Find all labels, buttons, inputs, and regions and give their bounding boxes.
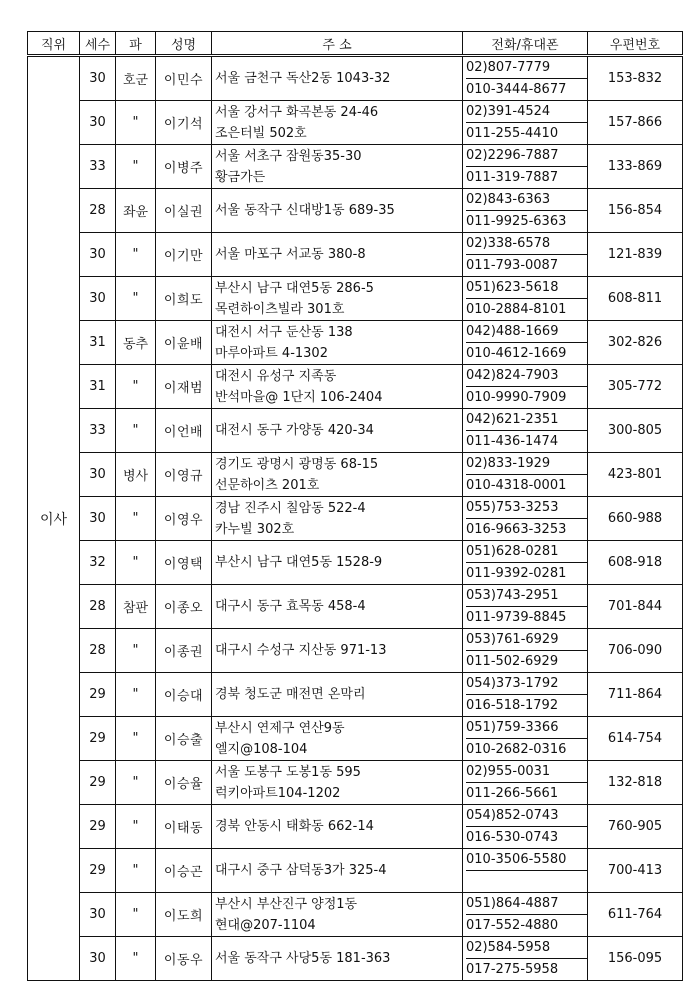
address-line-1: 서울 강서구 화곡본동 24-46 [215,104,379,120]
generation-cell: 33 [80,145,116,189]
table-row [28,409,683,453]
zip-cell: 711-864 [588,673,683,717]
phone-cell [463,849,588,893]
phone-cell [463,585,588,629]
name-cell: 이윤배 [156,321,212,365]
phone-line: 051)864-4887 [466,893,587,915]
generation-cell: 28 [80,629,116,673]
zip-cell: 305-772 [588,365,683,409]
address-line-2: 선문하이츠 201호 [215,477,320,493]
header-zip: 우편번호 [588,32,683,56]
phone-line: 055)753-3253 [466,497,587,519]
sect-cell: " [116,937,156,981]
zip-cell: 156-854 [588,189,683,233]
phone-cell [463,717,588,761]
name-cell: 이희도 [156,277,212,321]
mobile-line: 011-266-5661 [466,786,559,801]
phone-line: 054)852-0743 [466,805,587,827]
phone-cell [463,277,588,321]
name-cell: 이병주 [156,145,212,189]
address-line-1: 경남 진주시 칠암동 522-4 [215,500,366,516]
address-cell [212,761,463,805]
generation-cell: 30 [80,277,116,321]
table-row [28,849,683,893]
phone-cell [463,101,588,145]
mobile-line: 011-9739-8845 [466,610,567,625]
sect-cell: " [116,409,156,453]
table-row [28,761,683,805]
mobile-line: 011-319-7887 [466,170,559,185]
name-cell: 이영택 [156,541,212,585]
address-cell [212,365,463,409]
phone-line: 02)584-5958 [466,937,587,959]
address-line-2: 현대@207-1104 [215,917,316,933]
header-sect: 파 [116,32,156,56]
table-row [28,937,683,981]
phone-cell [463,673,588,717]
name-cell: 이종권 [156,629,212,673]
sect-cell: " [116,849,156,893]
name-cell: 이실권 [156,189,212,233]
address-cell: 대구시 중구 삼덕동3가 325-4 [212,849,463,893]
phone-line: 051)628-0281 [466,541,587,563]
sect-cell: " [116,629,156,673]
zip-cell: 423-801 [588,453,683,497]
zip-cell: 132-818 [588,761,683,805]
generation-cell: 30 [80,101,116,145]
phone-cell [463,145,588,189]
mobile-line: 010-2884-8101 [466,302,567,317]
sect-cell: " [116,541,156,585]
address-cell [212,277,463,321]
phone-cell [463,893,588,937]
address-cell [212,453,463,497]
address-cell: 부산시 남구 대연5동 1528-9 [212,541,463,585]
phone-line: 053)743-2951 [466,585,587,607]
sect-cell: " [116,673,156,717]
name-cell: 이영규 [156,453,212,497]
phone-cell [463,453,588,497]
name-cell: 이재범 [156,365,212,409]
mobile-line: 016-530-0743 [466,830,559,845]
address-cell: 서울 금천구 독산2동 1043-32 [212,56,463,101]
generation-cell: 28 [80,585,116,629]
mobile-line: 011-9925-6363 [466,214,567,229]
generation-cell: 31 [80,365,116,409]
address-line-1: 서울 서초구 잠원동35-30 [215,148,362,164]
phone-cell [463,629,588,673]
phone-cell [463,56,588,101]
zip-cell: 608-918 [588,541,683,585]
zip-cell: 700-413 [588,849,683,893]
generation-cell: 30 [80,937,116,981]
phone-cell [463,409,588,453]
address-line-2: 조은터빌 502호 [215,125,307,141]
name-cell: 이도희 [156,893,212,937]
table-body [28,56,683,981]
member-table [27,31,683,981]
name-cell: 이기만 [156,233,212,277]
header-generation: 세수 [80,32,116,56]
generation-cell: 29 [80,673,116,717]
sect-cell: " [116,717,156,761]
address-cell [212,321,463,365]
zip-cell: 156-095 [588,937,683,981]
phone-cell [463,321,588,365]
generation-cell: 30 [80,497,116,541]
phone-line: 042)824-7903 [466,365,587,387]
table-row [28,541,683,585]
name-cell: 이태동 [156,805,212,849]
mobile-line: 016-518-1792 [466,698,559,713]
table-row [28,189,683,233]
name-cell: 이언배 [156,409,212,453]
phone-cell [463,937,588,981]
table-row [28,673,683,717]
sect-cell: " [116,761,156,805]
generation-cell: 28 [80,189,116,233]
address-cell [212,101,463,145]
phone-line: 02)833-1929 [466,453,587,475]
phone-line: 02)955-0031 [466,761,587,783]
name-cell: 이민수 [156,56,212,101]
mobile-line: 010-3444-8677 [466,82,567,97]
name-cell: 이승대 [156,673,212,717]
table-row [28,497,683,541]
phone-line: 02)807-7779 [466,57,587,79]
table-row [28,365,683,409]
address-line-1: 부산시 부산진구 양정1동 [215,896,358,912]
mobile-line: 016-9663-3253 [466,522,567,537]
sect-cell: 병사 [116,453,156,497]
zip-cell: 302-826 [588,321,683,365]
mobile-line: 010-4318-0001 [466,478,567,493]
address-cell [212,717,463,761]
phone-cell [463,761,588,805]
mobile-line: 011-9392-0281 [466,566,567,581]
address-cell [212,893,463,937]
generation-cell: 29 [80,717,116,761]
address-line-1: 대전시 유성구 지족동 [215,368,337,384]
table-row [28,277,683,321]
address-cell: 대구시 수성구 지산동 971-13 [212,629,463,673]
address-cell [212,145,463,189]
address-line-2: 카누빌 302호 [215,521,295,537]
mobile-line: 010-2682-0316 [466,742,567,757]
address-line-2: 엘지@108-104 [215,741,308,757]
zip-cell: 701-844 [588,585,683,629]
address-line-2: 황금가든 [215,169,266,185]
phone-cell [463,541,588,585]
sect-cell: " [116,233,156,277]
phone-line: 042)488-1669 [466,321,587,343]
sect-cell: " [116,145,156,189]
mobile-line: 010-9990-7909 [466,390,567,405]
table-row [28,717,683,761]
generation-cell: 33 [80,409,116,453]
address-cell: 서울 동작구 사당5동 181-363 [212,937,463,981]
header-address: 주 소 [212,32,463,56]
mobile-line: 011-255-4410 [466,126,559,141]
table-row [28,233,683,277]
name-cell: 이승출 [156,717,212,761]
sect-cell: 참판 [116,585,156,629]
table-row [28,101,683,145]
table-row [28,629,683,673]
zip-cell: 614-754 [588,717,683,761]
phone-cell [463,365,588,409]
phone-line: 02)2296-7887 [466,145,587,167]
generation-cell: 29 [80,805,116,849]
header-rank: 직위 [28,32,80,56]
header-name: 성명 [156,32,212,56]
table-row [28,805,683,849]
phone-line: 054)373-1792 [466,673,587,695]
sect-cell: " [116,101,156,145]
zip-cell: 608-811 [588,277,683,321]
sect-cell: 좌윤 [116,189,156,233]
address-cell: 경북 청도군 매전면 온막리 [212,673,463,717]
sect-cell: " [116,893,156,937]
address-cell: 대구시 동구 효목동 458-4 [212,585,463,629]
sect-cell: 동추 [116,321,156,365]
header-row [28,32,683,56]
address-line-2: 목련하이츠빌라 301호 [215,301,345,317]
phone-cell [463,805,588,849]
generation-cell: 30 [80,453,116,497]
phone-cell [463,497,588,541]
mobile-line: 010-4612-1669 [466,346,567,361]
address-line-2: 럭키아파트104-1202 [215,785,341,801]
sect-cell: " [116,365,156,409]
table-row [28,56,683,101]
phone-line: 053)761-6929 [466,629,587,651]
generation-cell: 30 [80,233,116,277]
mobile-line [466,871,587,892]
zip-cell: 706-090 [588,629,683,673]
generation-cell: 31 [80,321,116,365]
phone-line: 042)621-2351 [466,409,587,431]
zip-cell: 660-988 [588,497,683,541]
mobile-line: 011-436-1474 [466,434,559,449]
mobile-line: 011-502-6929 [466,654,559,669]
phone-line: 02)338-6578 [466,233,587,255]
sect-cell: " [116,277,156,321]
zip-cell: 153-832 [588,56,683,101]
generation-cell: 30 [80,893,116,937]
address-cell: 경북 안동시 태화동 662-14 [212,805,463,849]
address-cell [212,497,463,541]
phone-cell [463,233,588,277]
generation-cell: 29 [80,761,116,805]
mobile-line: 011-793-0087 [466,258,559,273]
address-line-1: 부산시 남구 대연5동 286-5 [215,280,374,296]
address-line-1: 경기도 광명시 광명동 68-15 [215,456,379,472]
phone-line: 051)623-5618 [466,277,587,299]
table-row [28,145,683,189]
address-line-2: 마루아파트 4-1302 [215,345,328,361]
name-cell: 이영우 [156,497,212,541]
zip-cell: 760-905 [588,805,683,849]
sect-cell: 호군 [116,56,156,101]
address-line-1: 대전시 서구 둔산동 138 [215,324,353,340]
name-cell: 이승곤 [156,849,212,893]
rank-cell: 이사 [28,56,80,981]
address-line-1: 부산시 연제구 연산9동 [215,720,345,736]
zip-cell: 611-764 [588,893,683,937]
address-cell: 대전시 동구 가양동 420-34 [212,409,463,453]
table-row [28,321,683,365]
name-cell: 이승율 [156,761,212,805]
address-line-2: 반석마을@ 1단지 106-2404 [215,389,383,405]
name-cell: 이동우 [156,937,212,981]
name-cell: 이기석 [156,101,212,145]
generation-cell: 29 [80,849,116,893]
header-phone: 전화/휴대폰 [463,32,588,56]
address-line-1: 서울 도봉구 도봉1동 595 [215,764,361,780]
table-row [28,585,683,629]
phone-line: 051)759-3366 [466,717,587,739]
sect-cell: " [116,497,156,541]
table-row [28,893,683,937]
zip-cell: 300-805 [588,409,683,453]
phone-line: 02)391-4524 [466,101,587,123]
address-cell: 서울 마포구 서교동 380-8 [212,233,463,277]
phone-cell [463,189,588,233]
mobile-line: 017-275-5958 [466,962,559,977]
member-directory [27,31,683,981]
phone-line: 02)843-6363 [466,189,587,211]
name-cell: 이종오 [156,585,212,629]
sect-cell: " [116,805,156,849]
table-row [28,453,683,497]
zip-cell: 157-866 [588,101,683,145]
zip-cell: 121-839 [588,233,683,277]
mobile-line: 017-552-4880 [466,918,559,933]
phone-line: 010-3506-5580 [466,849,587,871]
address-cell: 서울 동작구 신대방1동 689-35 [212,189,463,233]
generation-cell: 32 [80,541,116,585]
generation-cell: 30 [80,56,116,101]
zip-cell: 133-869 [588,145,683,189]
